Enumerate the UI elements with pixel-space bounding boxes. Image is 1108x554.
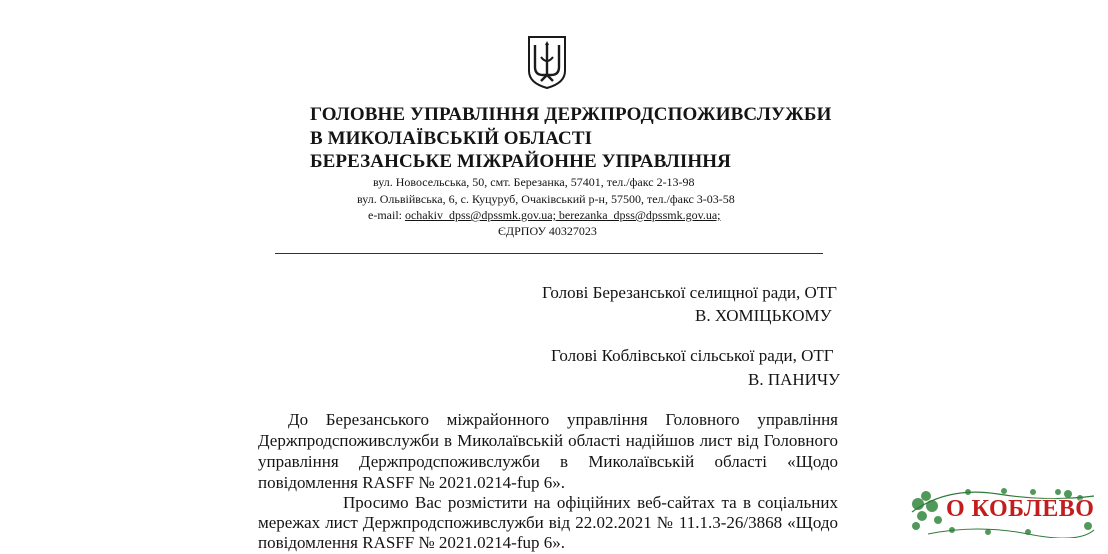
body-line-2: Держпродспоживслужби в Миколаївській області надійшов лист від Головного (258, 431, 838, 450)
address-line-1: вул. Новосельська, 50, смт. Березанка, 57401, тел./факс 2-13-98 (373, 175, 695, 189)
edrpou-code: ЄДРПОУ 40327023 (498, 224, 597, 238)
header-divider (275, 253, 823, 254)
body-line-1: До Березанського міжрайонного управління Головного управління (288, 410, 838, 429)
recipient-2-name: В. ПАНИЧУ (748, 370, 841, 389)
org-name-line-1: ГОЛОВНЕ УПРАВЛІННЯ ДЕРЖПРОДСПОЖИВСЛУЖБИ (310, 104, 832, 125)
koblevo-logo (908, 486, 1098, 538)
recipient-1-title: Голові Березанської селищної ради, ОТГ (542, 283, 838, 302)
body-line-4: повідомлення RASFF № 2021.0214-fup 6». (258, 473, 565, 492)
email-line (368, 208, 721, 223)
org-name-line-3: БЕРЕЗАНСЬКЕ МІЖРАЙОННЕ УПРАВЛІННЯ (310, 151, 732, 172)
logo-text: О КОБЛЕВО (946, 496, 1095, 522)
recipient-2-title: Голові Коблівської сільської ради, ОТГ (551, 346, 834, 365)
trident-emblem-icon (527, 35, 567, 89)
email-links[interactable]: ochakiv_dpss@dpssmk.gov.ua; berezanka_dpss@dpssmk.gov.ua; (404, 208, 721, 222)
org-name-line-2: В МИКОЛАЇВСЬКІЙ ОБЛАСТІ (310, 128, 593, 149)
body-line-6: мережах лист Держпродспоживслужби від 22.02.2021 № 11.1.3-26/3868 «Щодо (258, 513, 838, 532)
body-line-5: Просимо Вас розмістити на офіційних веб-сайтах та в соціальних (343, 493, 838, 512)
recipient-1-name: В. ХОМІЦЬКОМУ (695, 306, 832, 325)
body-line-3: управління Держпродспоживслужби в Миколаївській області «Щодо (258, 452, 838, 471)
body-line-7: повідомлення RASFF № 2021.0214-fup 6». (258, 533, 565, 552)
email-label: e-mail: (368, 208, 402, 222)
address-line-2: вул. Ольвійвська, 6, с. Куцуруб, Очаківський р-н, 57500, тел./факс 3-03-58 (357, 192, 735, 206)
